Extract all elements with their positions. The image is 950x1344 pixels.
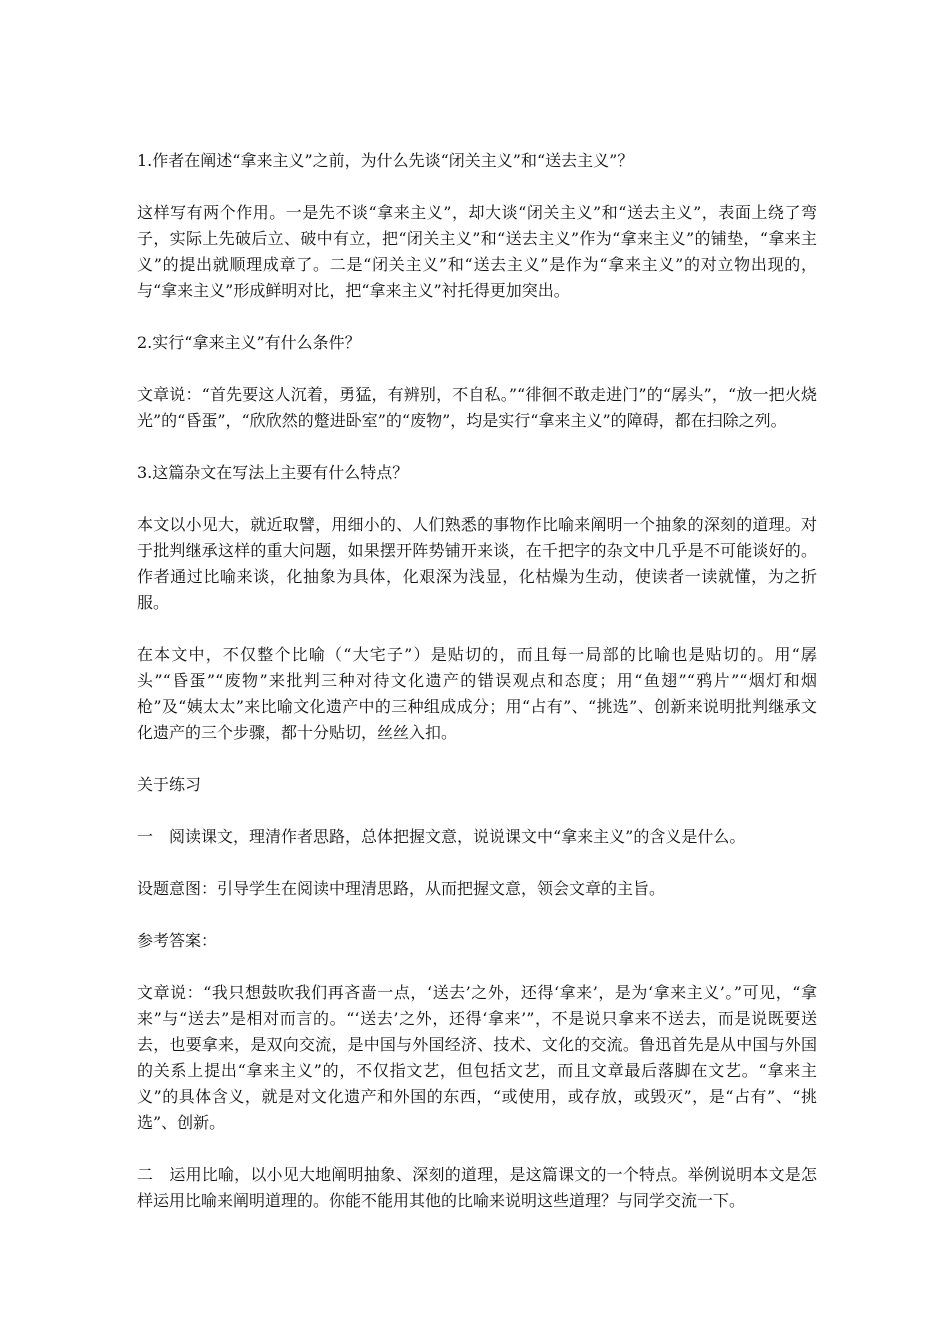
answer-2: 文章说：“首先要这人沉着，勇猛，有辨别，不自私。”“徘徊不敢走进门”的“孱头”，“放一把火烧光”的“昏蛋”，“欣欣然的蹩进卧室”的“废物”，均是实行“拿来主义”的障碍，都在扫除之列。	[137, 385, 817, 430]
reference-answer-label: 参考答案：	[137, 931, 218, 950]
question-3: 3.这篇杂文在写法上主要有什么特点？	[137, 463, 409, 482]
exercise-1: 一 阅读课文，理清作者思路，总体把握文意，说说课文中“拿来主义”的含义是什么。	[137, 827, 746, 846]
exercise-2: 二 运用比喻，以小见大地阐明抽象、深刻的道理，是这篇课文的一个特点。举例说明本文是怎样运用比喻来阐明道理的。你能不能用其他的比喻来说明这些道理？与同学交流一下。	[137, 1165, 817, 1210]
answer-3-part-2: 在本文中，不仅整个比喻（“大宅子”）是贴切的，而且每一局部的比喻也是贴切的。用“孱头”“昏蛋”“废物”来批判三种对待文化遗产的错误观点和态度；用“鱼翅”“鸦片”“烟灯和烟枪”及“姨太太”来比喻文化遗产中的三种组成成分；用“占有”、“挑选”、创新来说明批判继承文化遗产的三个步骤，都十分贴切，丝丝入扣。	[137, 645, 817, 742]
document-body	[137, 148, 817, 1240]
answer-3-part-1: 本文以小见大，就近取譬，用细小的、人们熟悉的事物作比喻来阐明一个抽象的深刻的道理。对于批判继承这样的重大问题，如果摆开阵势铺开来谈，在千把字的杂文中几乎是不可能谈好的。作者通过比喻来谈，化抽象为具体，化艰深为浅显，化枯燥为生动，使读者一读就懂，为之折服。	[137, 515, 817, 612]
exercise-1-intent: 设题意图：引导学生在阅读中理清思路，从而把握文意，领会文章的主旨。	[137, 879, 666, 898]
answer-1: 这样写有两个作用。一是先不谈“拿来主义”，却大谈“闭关主义”和“送去主义”，表面上绕了弯子，实际上先破后立、破中有立，把“闭关主义”和“送去主义”作为“拿来主义”的铺垫，“拿来主义”的提出就顺理成章了。二是“闭关主义”和“送去主义”是作为“拿来主义”的对立物出现的，与“拿来主义”形成鲜明对比，把“拿来主义”衬托得更加突出。	[137, 203, 817, 300]
reference-answer-text: 文章说：“我只想鼓吹我们再吝啬一点，‘送去’之外，还得‘拿来’，是为‘拿来主义’。”可见，“拿来”与“送去”是相对而言的。“‘送去’之外，还得‘拿来’”，不是说只拿来不送去，而是说既要送去，也要拿来，是双向交流，是中国与外国经济、技术、文化的交流。鲁迅首先是从中国与外国的关系上提出“拿来主义”的，不仅指文艺，但包括文艺，而且文章最后落脚在文艺。“拿来主义”的具体含义，就是对文化遗产和外国的东西，“或使用，或存放，或毁灭”，是“占有”、“挑选”、创新。	[137, 983, 817, 1132]
question-1: 1.作者在阐述“拿来主义”之前，为什么先谈“闭关主义”和“送去主义”？	[137, 151, 634, 170]
question-2: 2.实行“拿来主义”有什么条件？	[137, 333, 361, 352]
section-heading-exercises: 关于练习	[137, 775, 202, 794]
